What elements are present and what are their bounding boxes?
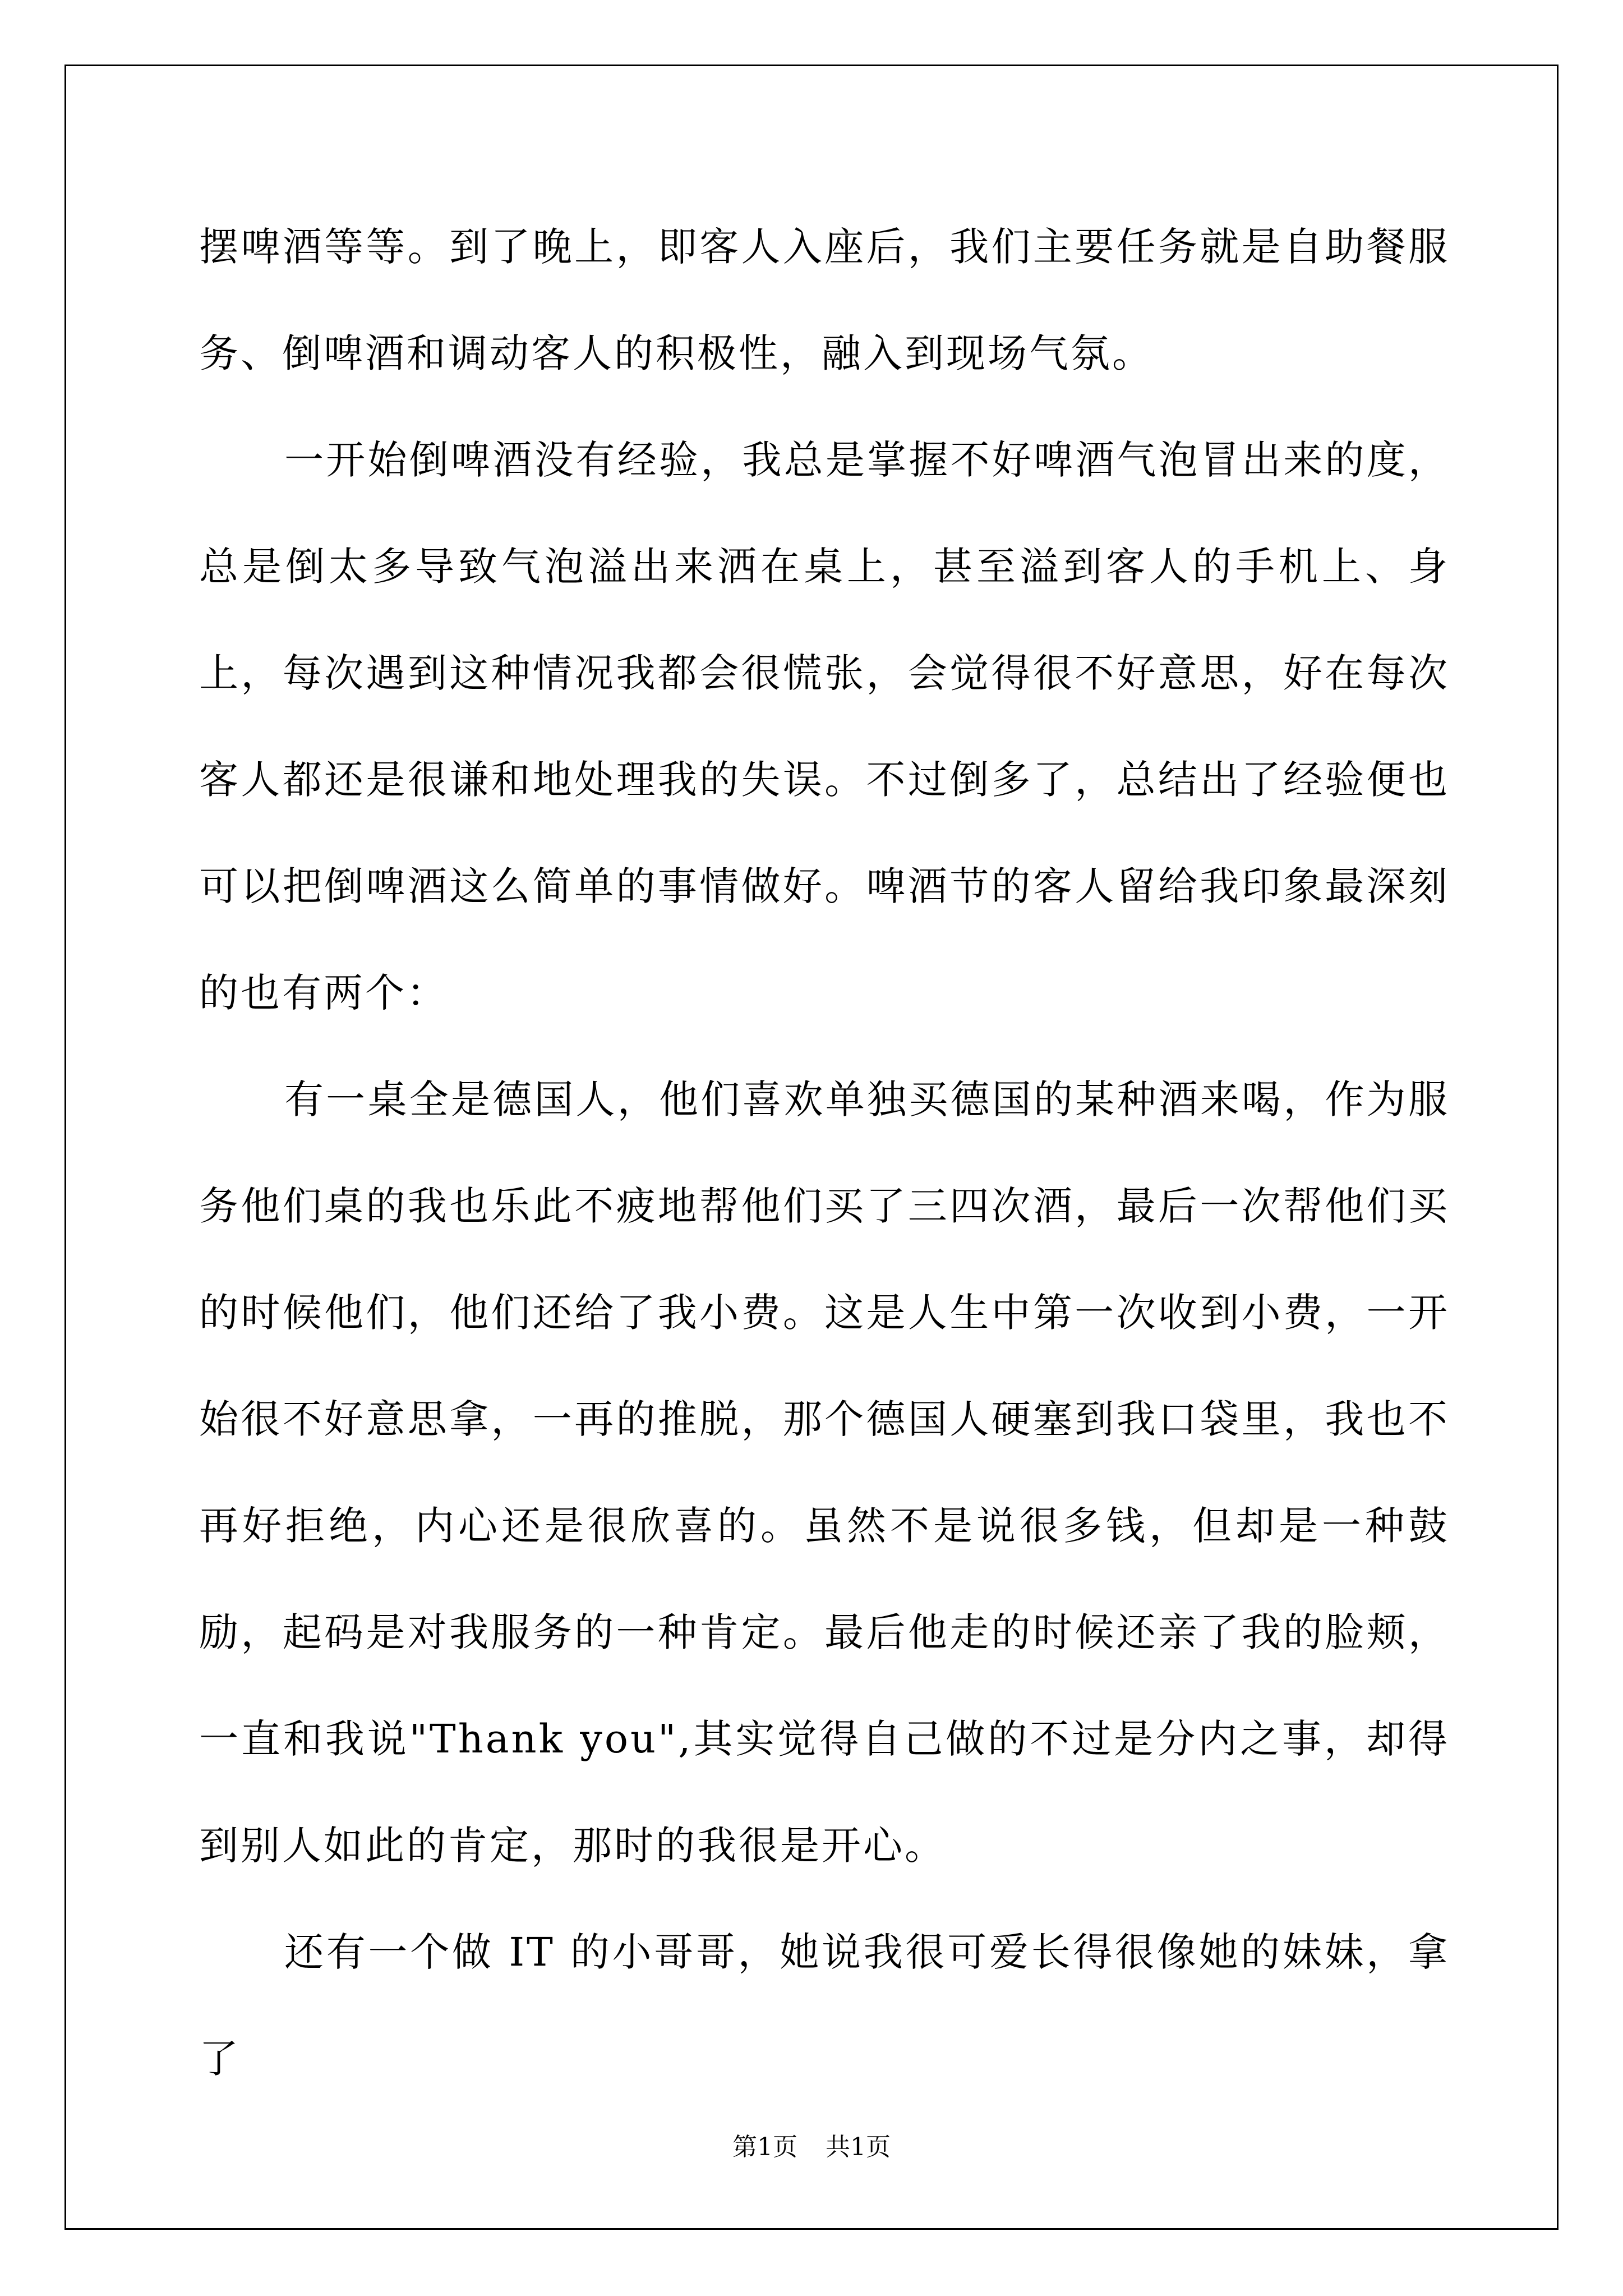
document-body <box>199 194 1450 2112</box>
paragraph-4: 还有一个做 IT 的小哥哥，她说我很可爱长得很像她的妹妹，拿了 <box>199 1929 1450 2082</box>
paragraph-3: 有一桌全是德国人，他们喜欢单独买德国的某种酒来喝，作为服务他们桌的我也乐此不疲地帮他们买了三四次酒，最后一次帮他们买的时候他们，他们还给了我小费。这是人生中第一次收到小费，一开始很不好意思拿，一再的推脱，那个德国人硬塞到我口袋里，我也不再好拒绝，内心还是很欣喜的。虽然不是说很多钱，但却是一种鼓励，起码是对我服务的一种肯定。最后他走的时候还亲了我的脸颊，一直和我说"Thank you",其实觉得自己做的不过是分内之事，却得到别人如此的肯定，那时的我很是开心。 <box>199 1076 1450 1869</box>
page-number-current: 第1页 <box>732 2133 797 2161</box>
paragraph-2: 一开始倒啤酒没有经验，我总是掌握不好啤酒气泡冒出来的度，总是倒太多导致气泡溢出来洒在桌上，甚至溢到客人的手机上、身上，每次遇到这种情况我都会很慌张，会觉得很不好意思，好在每次客人都还是很谦和地处理我的失误。不过倒多了，总结出了经验便也可以把倒啤酒这么简单的事情做好。啤酒节的客人留给我印象最深刻的也有两个： <box>199 437 1450 1016</box>
page-number-total: 共1页 <box>826 2133 891 2161</box>
paragraph-1: 摆啤酒等等。到了晚上，即客人入座后，我们主要任务就是自助餐服务、倒啤酒和调动客人的积极性，融入到现场气氛。 <box>199 224 1450 376</box>
page-footer <box>0 2131 1623 2164</box>
